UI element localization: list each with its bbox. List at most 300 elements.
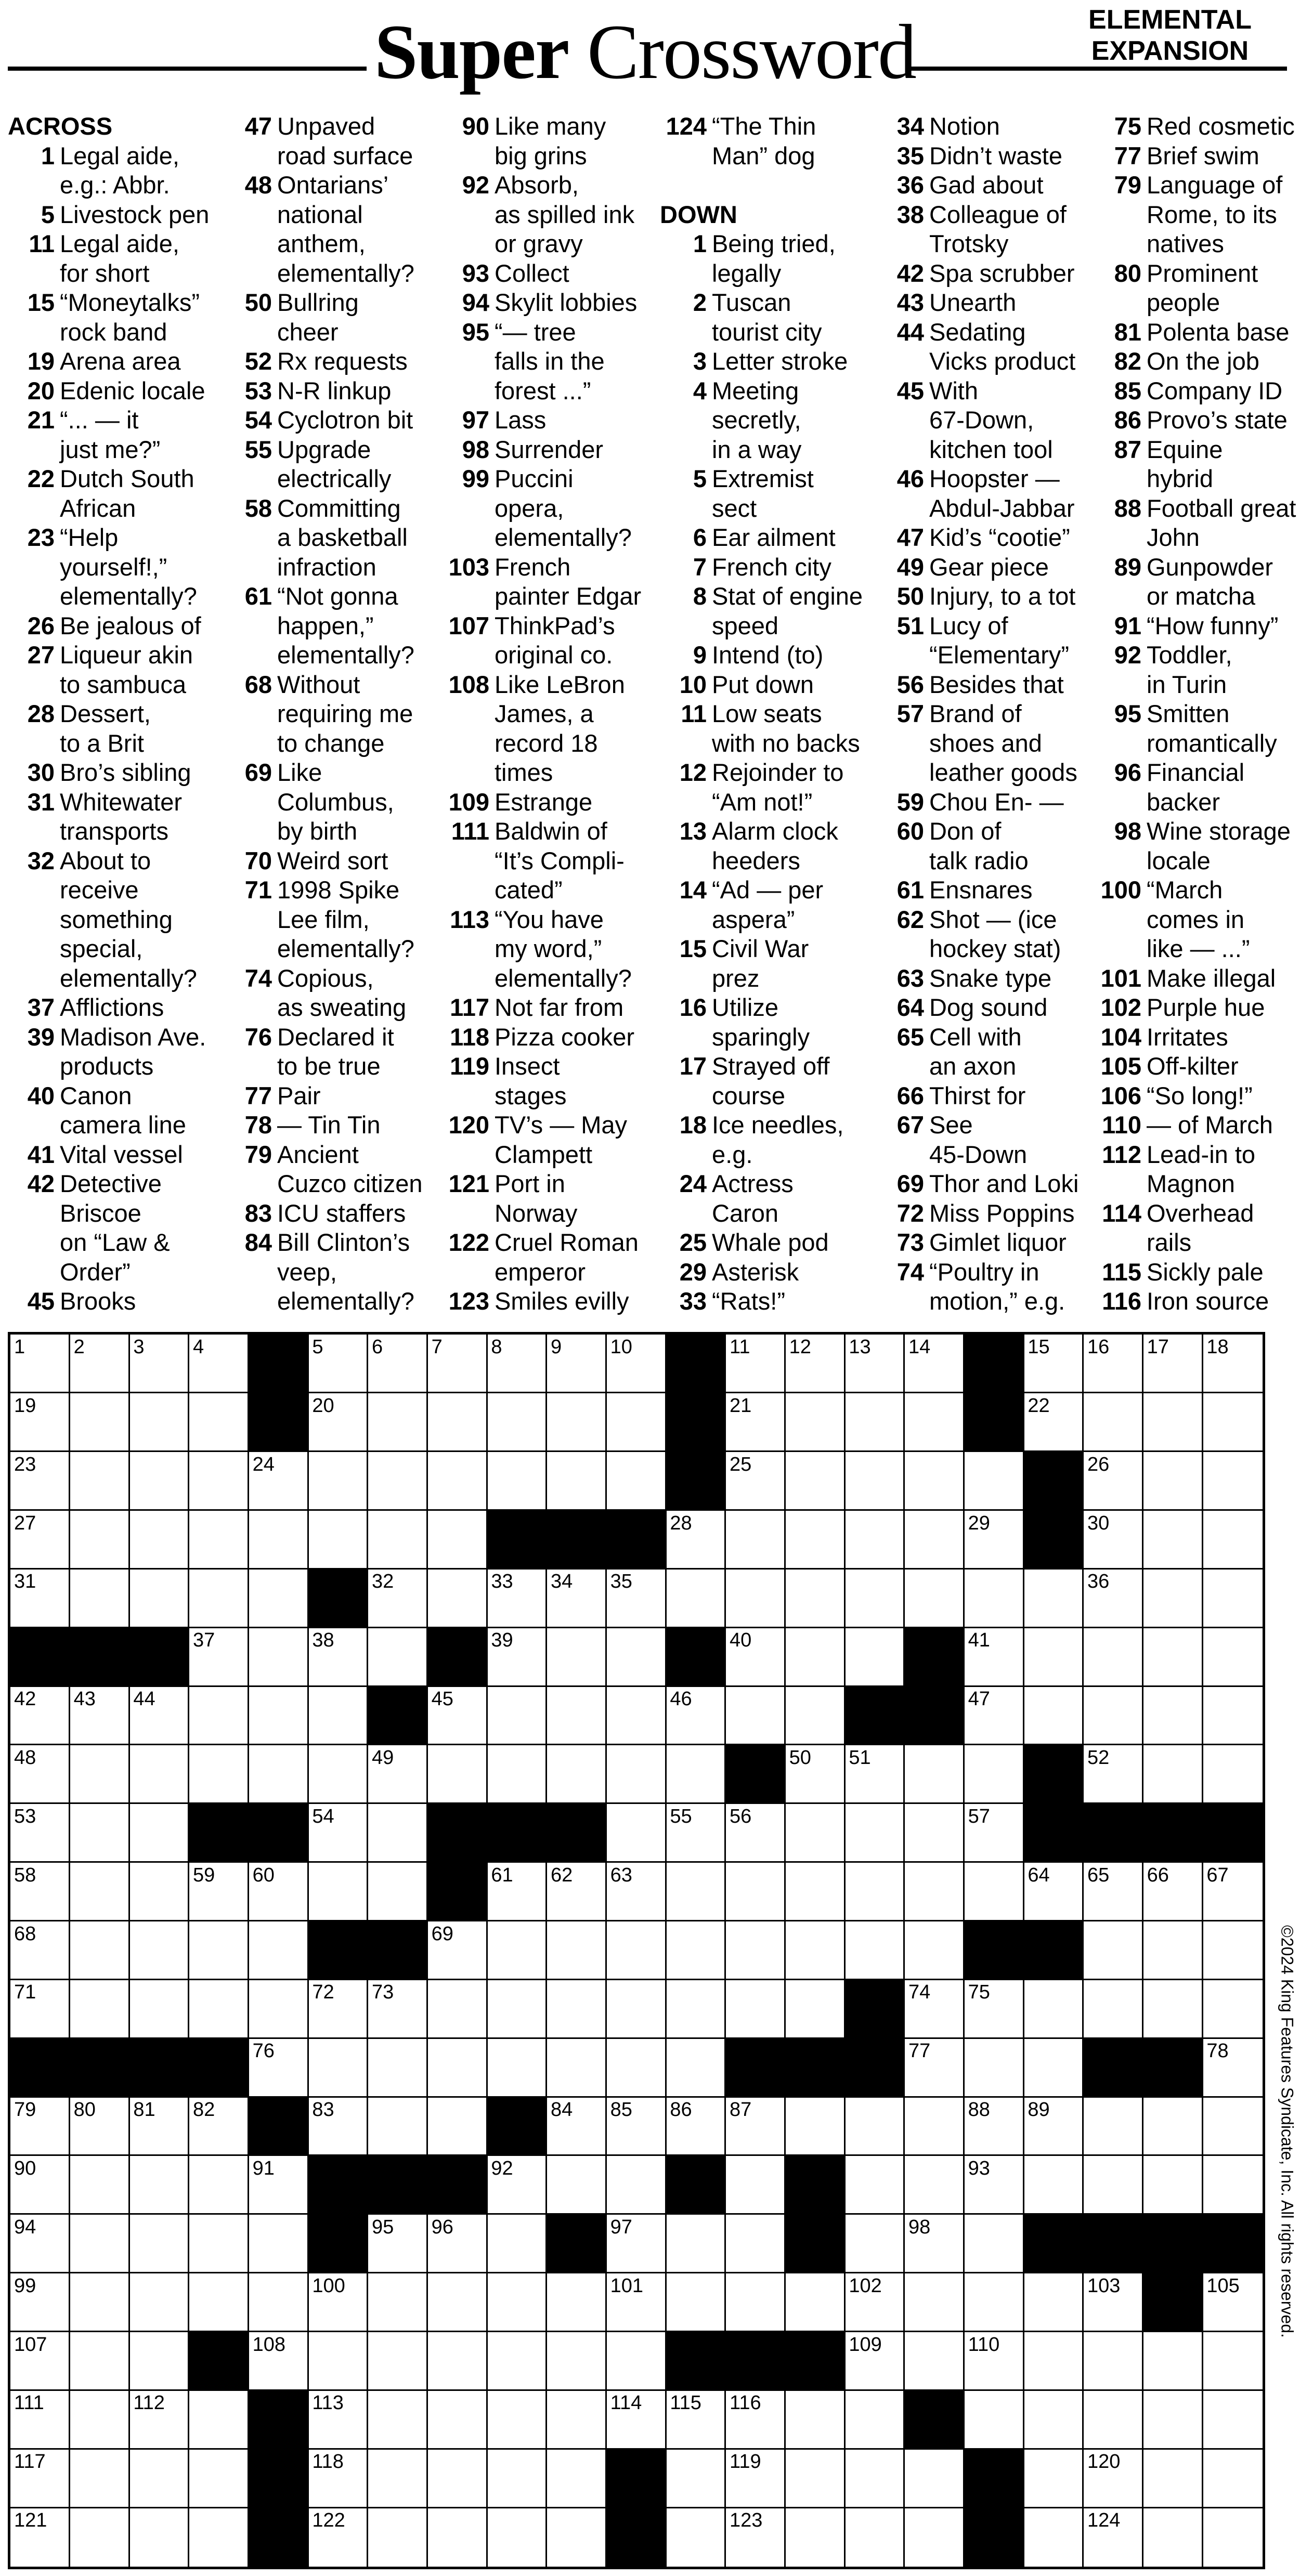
across-clue-41[interactable] [8, 1140, 216, 1170]
across-clue-58[interactable] [225, 494, 433, 582]
grid-cell[interactable] [129, 1511, 189, 1570]
across-clue-119[interactable] [443, 1052, 651, 1110]
grid-cell[interactable] [487, 1393, 547, 1452]
grid-cell[interactable] [70, 2449, 130, 2508]
grid-cell[interactable] [1203, 1511, 1263, 1570]
grid-cell[interactable] [547, 1335, 607, 1393]
across-clue-27[interactable] [8, 640, 216, 699]
grid-cell[interactable] [368, 1980, 428, 2038]
grid-cell[interactable] [1084, 1335, 1143, 1393]
across-clue-39[interactable] [8, 1023, 216, 1081]
grid-cell[interactable] [666, 1804, 726, 1863]
grid-cell[interactable] [10, 2156, 70, 2215]
down-clue-74[interactable] [877, 1258, 1085, 1316]
grid-cell[interactable] [1024, 1980, 1084, 2038]
grid-cell[interactable] [607, 1628, 667, 1686]
grid-cell[interactable] [428, 1921, 488, 1980]
grid-cell[interactable] [726, 1569, 786, 1628]
grid-cell[interactable] [10, 1335, 70, 1393]
grid-cell[interactable] [1084, 1863, 1143, 1921]
grid-cell[interactable] [368, 2273, 428, 2332]
grid-cell[interactable] [368, 1393, 428, 1452]
grid-cell[interactable] [10, 1980, 70, 2038]
grid-cell[interactable] [905, 1980, 965, 2038]
across-clue-1[interactable] [8, 141, 216, 200]
grid-cell[interactable] [487, 2332, 547, 2391]
grid-cell[interactable] [1024, 1686, 1084, 1745]
grid-cell[interactable] [1203, 1335, 1263, 1393]
grid-cell[interactable] [1084, 1921, 1143, 1980]
grid-cell[interactable] [1203, 1393, 1263, 1452]
grid-cell[interactable] [70, 1921, 130, 1980]
grid-cell[interactable] [1143, 2097, 1203, 2156]
grid-cell[interactable] [129, 1452, 189, 1511]
down-clue-81[interactable] [1095, 318, 1300, 347]
grid-cell[interactable] [786, 1980, 846, 2038]
grid-cell[interactable] [10, 1921, 70, 1980]
across-clue-30[interactable] [8, 758, 216, 788]
across-clue-19[interactable] [8, 347, 216, 376]
grid-cell[interactable] [10, 1686, 70, 1745]
grid-cell[interactable] [965, 2273, 1024, 2332]
grid-cell[interactable] [1203, 2156, 1263, 2215]
grid-cell[interactable] [10, 2390, 70, 2449]
grid-cell[interactable] [189, 1393, 249, 1452]
grid-cell[interactable] [1143, 1452, 1203, 1511]
grid-cell[interactable] [726, 1686, 786, 1745]
grid-cell[interactable] [845, 2215, 905, 2273]
grid-cell[interactable] [965, 1511, 1024, 1570]
grid-cell[interactable] [965, 2038, 1024, 2097]
across-clue-92[interactable] [443, 171, 651, 259]
grid-cell[interactable] [965, 1863, 1024, 1921]
grid-cell[interactable] [726, 2156, 786, 2215]
grid-cell[interactable] [308, 1511, 368, 1570]
grid-cell[interactable] [726, 1863, 786, 1921]
grid-cell[interactable] [1203, 2449, 1263, 2508]
grid-cell[interactable] [129, 1921, 189, 1980]
grid-cell[interactable] [905, 2332, 965, 2391]
down-clue-34[interactable] [877, 112, 1085, 141]
down-clue-62[interactable] [877, 905, 1085, 964]
grid-cell[interactable] [70, 2508, 130, 2567]
grid-cell[interactable] [607, 1393, 667, 1452]
grid-cell[interactable] [547, 2508, 607, 2567]
across-clue-26[interactable] [8, 611, 216, 641]
grid-cell[interactable] [905, 2273, 965, 2332]
grid-cell[interactable] [10, 2215, 70, 2273]
across-clue-52[interactable] [225, 347, 433, 376]
down-clue-61[interactable] [877, 875, 1085, 905]
grid-cell[interactable] [726, 1452, 786, 1511]
down-clue-102[interactable] [1095, 993, 1300, 1023]
grid-cell[interactable] [607, 1745, 667, 1804]
grid-cell[interactable] [70, 2332, 130, 2391]
down-clue-56[interactable] [877, 670, 1085, 700]
grid-cell[interactable] [428, 2332, 488, 2391]
grid-cell[interactable] [666, 1745, 726, 1804]
grid-cell[interactable] [308, 1452, 368, 1511]
grid-cell[interactable] [1143, 2156, 1203, 2215]
across-clue-84[interactable] [225, 1228, 433, 1316]
down-clue-13[interactable] [660, 817, 868, 875]
grid-cell[interactable] [905, 1335, 965, 1393]
grid-cell[interactable] [726, 2273, 786, 2332]
grid-cell[interactable] [607, 2038, 667, 2097]
grid-cell[interactable] [905, 1569, 965, 1628]
grid-cell[interactable] [905, 1393, 965, 1452]
grid-cell[interactable] [905, 1804, 965, 1863]
grid-cell[interactable] [428, 2273, 488, 2332]
grid-cell[interactable] [1024, 2332, 1084, 2391]
grid-cell[interactable] [726, 1980, 786, 2038]
across-clue-77[interactable] [225, 1081, 433, 1111]
grid-cell[interactable] [249, 1980, 309, 2038]
grid-cell[interactable] [189, 1921, 249, 1980]
grid-cell[interactable] [965, 2332, 1024, 2391]
grid-cell[interactable] [786, 1745, 846, 1804]
down-clue-35[interactable] [877, 141, 1085, 171]
down-clue-36[interactable] [877, 171, 1085, 200]
grid-cell[interactable] [487, 1628, 547, 1686]
down-clue-42[interactable] [877, 259, 1085, 289]
grid-cell[interactable] [905, 2097, 965, 2156]
down-clue-9[interactable] [660, 640, 868, 670]
grid-cell[interactable] [368, 2390, 428, 2449]
grid-cell[interactable] [70, 1804, 130, 1863]
grid-cell[interactable] [487, 1921, 547, 1980]
down-clue-98[interactable] [1095, 817, 1300, 875]
grid-cell[interactable] [905, 2215, 965, 2273]
grid-cell[interactable] [1143, 1628, 1203, 1686]
across-clue-76[interactable] [225, 1023, 433, 1081]
grid-cell[interactable] [547, 2156, 607, 2215]
down-clue-63[interactable] [877, 964, 1085, 993]
grid-cell[interactable] [666, 2038, 726, 2097]
down-clue-72[interactable] [877, 1199, 1085, 1228]
grid-cell[interactable] [129, 1686, 189, 1745]
grid-cell[interactable] [726, 2508, 786, 2567]
across-clue-61[interactable] [225, 582, 433, 670]
grid-cell[interactable] [1143, 1393, 1203, 1452]
down-clue-60[interactable] [877, 817, 1085, 875]
grid-cell[interactable] [368, 2449, 428, 2508]
grid-cell[interactable] [70, 1511, 130, 1570]
grid-cell[interactable] [368, 1628, 428, 1686]
grid-cell[interactable] [726, 1804, 786, 1863]
grid-cell[interactable] [666, 1569, 726, 1628]
grid-cell[interactable] [666, 2097, 726, 2156]
grid-cell[interactable] [249, 1452, 309, 1511]
grid-cell[interactable] [1143, 2390, 1203, 2449]
grid-cell[interactable] [547, 2332, 607, 2391]
grid-cell[interactable] [607, 1452, 667, 1511]
across-clue-45[interactable] [8, 1287, 216, 1316]
grid-cell[interactable] [905, 1511, 965, 1570]
across-clue-124[interactable] [660, 112, 868, 171]
grid-cell[interactable] [1024, 2508, 1084, 2567]
grid-cell[interactable] [428, 2097, 488, 2156]
across-clue-122[interactable] [443, 1228, 651, 1287]
grid-cell[interactable] [428, 2390, 488, 2449]
grid-cell[interactable] [10, 2273, 70, 2332]
across-clue-113[interactable] [443, 905, 651, 993]
grid-cell[interactable] [1024, 1393, 1084, 1452]
down-clue-2[interactable] [660, 288, 868, 347]
grid-cell[interactable] [1024, 1628, 1084, 1686]
grid-cell[interactable] [1084, 2273, 1143, 2332]
grid-cell[interactable] [189, 2390, 249, 2449]
grid-cell[interactable] [70, 1686, 130, 1745]
grid-cell[interactable] [607, 2215, 667, 2273]
grid-cell[interactable] [129, 1745, 189, 1804]
grid-cell[interactable] [905, 1921, 965, 1980]
grid-cell[interactable] [129, 1980, 189, 2038]
down-clue-100[interactable] [1095, 875, 1300, 964]
down-clue-116[interactable] [1095, 1287, 1300, 1316]
across-clue-70[interactable] [225, 846, 433, 876]
down-clue-82[interactable] [1095, 347, 1300, 376]
grid-cell[interactable] [189, 1980, 249, 2038]
grid-cell[interactable] [249, 1863, 309, 1921]
grid-cell[interactable] [368, 2215, 428, 2273]
grid-cell[interactable] [368, 1804, 428, 1863]
grid-cell[interactable] [189, 2097, 249, 2156]
grid-cell[interactable] [189, 2273, 249, 2332]
grid-cell[interactable] [1143, 1980, 1203, 2038]
grid-cell[interactable] [786, 1863, 846, 1921]
down-clue-14[interactable] [660, 875, 868, 934]
grid-cell[interactable] [786, 1335, 846, 1393]
across-clue-11[interactable] [8, 229, 216, 288]
down-clue-79[interactable] [1095, 171, 1300, 259]
grid-cell[interactable] [666, 2449, 726, 2508]
grid-cell[interactable] [189, 1628, 249, 1686]
grid-cell[interactable] [607, 1686, 667, 1745]
grid-cell[interactable] [368, 1335, 428, 1393]
grid-cell[interactable] [786, 1628, 846, 1686]
grid-cell[interactable] [129, 2156, 189, 2215]
grid-cell[interactable] [1084, 1686, 1143, 1745]
grid-cell[interactable] [905, 1452, 965, 1511]
down-clue-88[interactable] [1095, 494, 1300, 553]
grid-cell[interactable] [129, 2215, 189, 2273]
grid-cell[interactable] [70, 1569, 130, 1628]
grid-cell[interactable] [129, 1863, 189, 1921]
down-clue-18[interactable] [660, 1110, 868, 1169]
grid-cell[interactable] [547, 2390, 607, 2449]
grid-cell[interactable] [70, 1452, 130, 1511]
grid-cell[interactable] [965, 2156, 1024, 2215]
grid-cell[interactable] [607, 1804, 667, 1863]
down-clue-106[interactable] [1095, 1081, 1300, 1111]
grid-cell[interactable] [786, 1511, 846, 1570]
grid-cell[interactable] [965, 2215, 1024, 2273]
grid-cell[interactable] [786, 2097, 846, 2156]
grid-cell[interactable] [1024, 2156, 1084, 2215]
across-clue-5[interactable] [8, 200, 216, 230]
down-clue-5[interactable] [660, 464, 868, 523]
down-clue-65[interactable] [877, 1023, 1085, 1081]
grid-cell[interactable] [786, 1569, 846, 1628]
grid-cell[interactable] [845, 2332, 905, 2391]
grid-cell[interactable] [786, 1393, 846, 1452]
grid-cell[interactable] [487, 2038, 547, 2097]
down-clue-91[interactable] [1095, 611, 1300, 641]
grid-cell[interactable] [1084, 1452, 1143, 1511]
across-clue-55[interactable] [225, 435, 433, 494]
grid-cell[interactable] [189, 2215, 249, 2273]
grid-cell[interactable] [666, 1921, 726, 1980]
grid-cell[interactable] [1203, 2508, 1263, 2567]
grid-cell[interactable] [845, 2508, 905, 2567]
grid-cell[interactable] [368, 2508, 428, 2567]
across-clue-90[interactable] [443, 112, 651, 171]
grid-cell[interactable] [10, 1393, 70, 1452]
down-clue-105[interactable] [1095, 1052, 1300, 1081]
grid-cell[interactable] [10, 1511, 70, 1570]
grid-cell[interactable] [786, 1804, 846, 1863]
grid-cell[interactable] [1203, 1980, 1263, 2038]
grid-cell[interactable] [1084, 2097, 1143, 2156]
grid-cell[interactable] [845, 2390, 905, 2449]
down-clue-80[interactable] [1095, 259, 1300, 318]
grid-cell[interactable] [905, 1745, 965, 1804]
grid-cell[interactable] [308, 1804, 368, 1863]
grid-cell[interactable] [1143, 1863, 1203, 1921]
grid-cell[interactable] [189, 2449, 249, 2508]
grid-cell[interactable] [10, 1863, 70, 1921]
down-clue-77[interactable] [1095, 141, 1300, 171]
grid-cell[interactable] [666, 1980, 726, 2038]
across-clue-93[interactable] [443, 259, 651, 289]
grid-cell[interactable] [905, 2449, 965, 2508]
grid-cell[interactable] [1084, 2449, 1143, 2508]
down-clue-16[interactable] [660, 993, 868, 1052]
grid-cell[interactable] [308, 1980, 368, 2038]
grid-cell[interactable] [10, 2332, 70, 2391]
grid-cell[interactable] [249, 1745, 309, 1804]
grid-cell[interactable] [726, 2449, 786, 2508]
grid-cell[interactable] [70, 1745, 130, 1804]
across-clue-108[interactable] [443, 670, 651, 788]
grid-cell[interactable] [666, 1686, 726, 1745]
grid-cell[interactable] [368, 2097, 428, 2156]
down-clue-114[interactable] [1095, 1199, 1300, 1258]
across-clue-78[interactable] [225, 1110, 433, 1140]
grid-cell[interactable] [1084, 2156, 1143, 2215]
grid-cell[interactable] [607, 1980, 667, 2038]
grid-cell[interactable] [1143, 1745, 1203, 1804]
grid-cell[interactable] [249, 1511, 309, 1570]
across-clue-118[interactable] [443, 1023, 651, 1052]
grid-cell[interactable] [1084, 1628, 1143, 1686]
down-clue-3[interactable] [660, 347, 868, 376]
grid-cell[interactable] [786, 2390, 846, 2449]
grid-cell[interactable] [249, 1569, 309, 1628]
grid-cell[interactable] [189, 2156, 249, 2215]
grid-cell[interactable] [487, 1980, 547, 2038]
grid-cell[interactable] [1143, 1686, 1203, 1745]
grid-cell[interactable] [1203, 1921, 1263, 1980]
grid-cell[interactable] [666, 1863, 726, 1921]
grid-cell[interactable] [1203, 1452, 1263, 1511]
grid-cell[interactable] [845, 1804, 905, 1863]
grid-cell[interactable] [845, 1921, 905, 1980]
across-clue-95[interactable] [443, 318, 651, 406]
grid-cell[interactable] [1084, 1393, 1143, 1452]
grid-cell[interactable] [189, 1686, 249, 1745]
grid-cell[interactable] [487, 1863, 547, 1921]
grid-cell[interactable] [487, 2449, 547, 2508]
across-clue-74[interactable] [225, 964, 433, 1023]
grid-cell[interactable] [249, 2156, 309, 2215]
grid-cell[interactable] [1024, 2449, 1084, 2508]
grid-cell[interactable] [428, 1980, 488, 2038]
down-clue-33[interactable] [660, 1287, 868, 1316]
grid-cell[interactable] [1203, 1863, 1263, 1921]
down-clue-50[interactable] [877, 582, 1085, 611]
grid-cell[interactable] [249, 1686, 309, 1745]
grid-cell[interactable] [965, 1569, 1024, 1628]
across-clue-111[interactable] [443, 817, 651, 905]
grid-cell[interactable] [786, 2508, 846, 2567]
grid-cell[interactable] [129, 2390, 189, 2449]
grid-cell[interactable] [1143, 1335, 1203, 1393]
across-clue-40[interactable] [8, 1081, 216, 1140]
grid-cell[interactable] [965, 1804, 1024, 1863]
grid-cell[interactable] [1203, 1569, 1263, 1628]
grid-cell[interactable] [249, 2332, 309, 2391]
grid-cell[interactable] [70, 2390, 130, 2449]
across-clue-97[interactable] [443, 406, 651, 435]
grid-cell[interactable] [666, 2508, 726, 2567]
grid-cell[interactable] [249, 1921, 309, 1980]
grid-cell[interactable] [1024, 1569, 1084, 1628]
grid-cell[interactable] [10, 1745, 70, 1804]
grid-cell[interactable] [905, 2508, 965, 2567]
grid-cell[interactable] [189, 1745, 249, 1804]
grid-cell[interactable] [308, 1745, 368, 1804]
down-clue-75[interactable] [1095, 112, 1300, 141]
grid-cell[interactable] [786, 1921, 846, 1980]
grid-cell[interactable] [1203, 2332, 1263, 2391]
grid-cell[interactable] [845, 2273, 905, 2332]
grid-cell[interactable] [547, 2273, 607, 2332]
grid-cell[interactable] [70, 2097, 130, 2156]
grid-cell[interactable] [845, 1569, 905, 1628]
grid-cell[interactable] [726, 1628, 786, 1686]
grid-cell[interactable] [308, 1335, 368, 1393]
grid-cell[interactable] [1024, 2273, 1084, 2332]
down-clue-6[interactable] [660, 523, 868, 553]
grid-cell[interactable] [607, 2390, 667, 2449]
grid-cell[interactable] [1143, 1569, 1203, 1628]
grid-cell[interactable] [428, 1452, 488, 1511]
grid-cell[interactable] [845, 2156, 905, 2215]
grid-cell[interactable] [845, 1335, 905, 1393]
grid-cell[interactable] [1024, 2390, 1084, 2449]
grid-cell[interactable] [607, 2156, 667, 2215]
grid-cell[interactable] [607, 1921, 667, 1980]
across-clue-79[interactable] [225, 1140, 433, 1199]
down-clue-51[interactable] [877, 611, 1085, 670]
grid-cell[interactable] [368, 1452, 428, 1511]
grid-cell[interactable] [547, 1393, 607, 1452]
grid-cell[interactable] [129, 2449, 189, 2508]
down-clue-86[interactable] [1095, 406, 1300, 435]
grid-cell[interactable] [1203, 2273, 1263, 2332]
